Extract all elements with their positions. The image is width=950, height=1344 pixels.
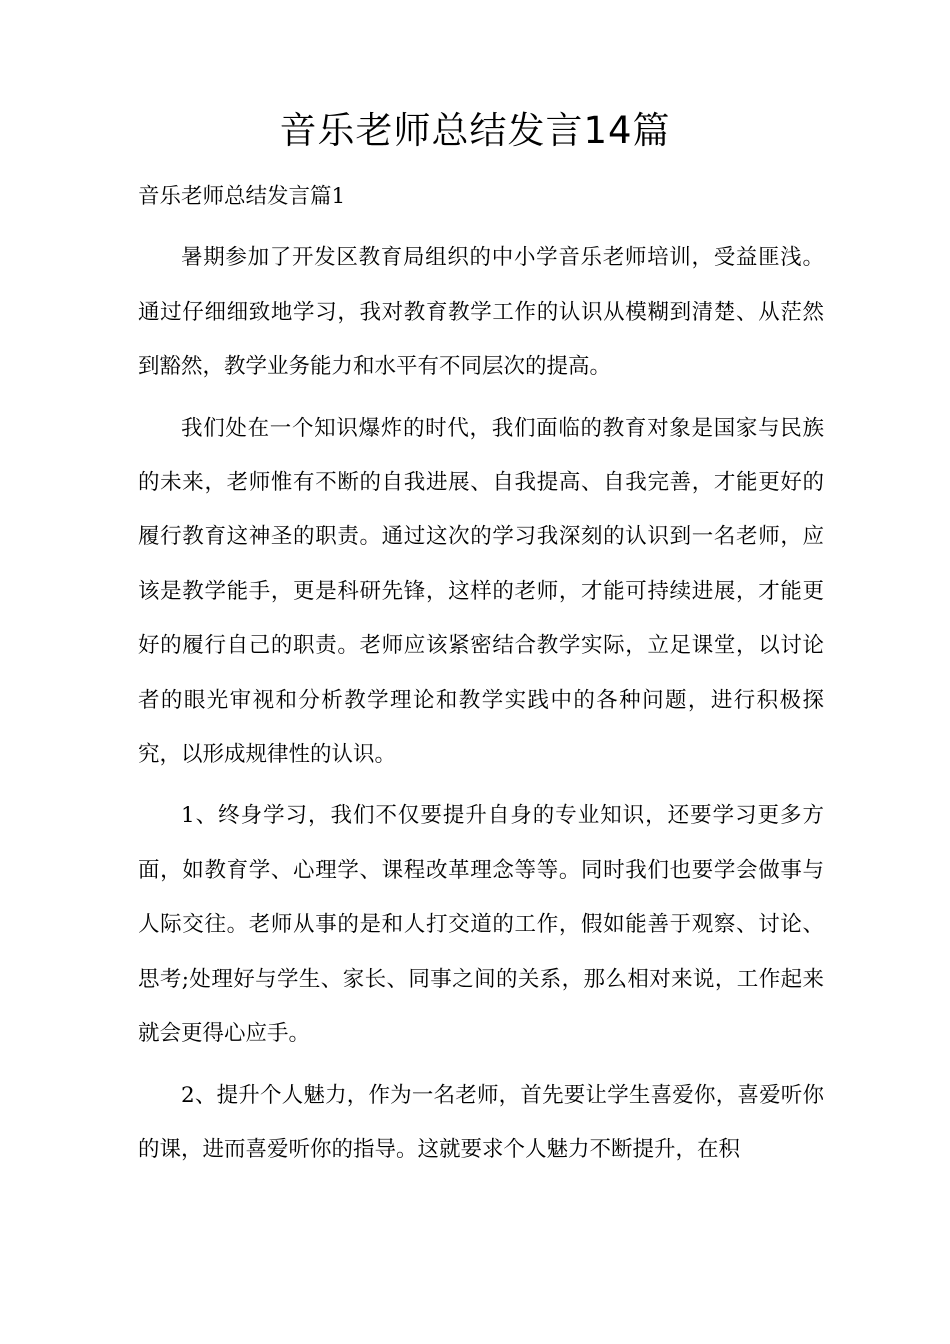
paragraph: 我们处在一个知识爆炸的时代，我们面临的教育对象是国家与民族的未来，老师惟有不断的自我进展、自我提高、自我完善，才能更好的履行教育这神圣的职责。通过这次的学习我深刻的认识到一名老师，应该是教学能手，更是科研先锋，这样的老师，才能可持续进展，才能更好的履行自己的职责。老师应该紧密结合教学实际，立足课堂，以讨论者的眼光审视和分析教学理论和教学实践中的各种问题，进行积极探究，以形成规律性的认识。 bbox=[138, 415, 824, 768]
paragraph: 1、终身学习，我们不仅要提升自身的专业知识，还要学习更多方面，如教育学、心理学、课程改革理念等等。同时我们也要学会做事与人际交往。老师从事的是和人打交道的工作，假如能善于观察、讨论、思考;处理好与学生、家长、同事之间的关系，那么相对来说，工作起来就会更得心应手。 bbox=[138, 803, 824, 1047]
document-title: 音乐老师总结发言14篇 bbox=[279, 109, 671, 152]
section-heading: 音乐老师总结发言篇1 bbox=[138, 184, 346, 209]
document-body bbox=[138, 170, 824, 1184]
paragraph: 2、提升个人魅力，作为一名老师，首先要让学生喜爱你，喜爱听你的课，进而喜爱听你的指导。这就要求个人魅力不断提升，在积 bbox=[138, 1082, 824, 1162]
paragraph: 暑期参加了开发区教育局组织的中小学音乐老师培训，受益匪浅。通过仔细细致地学习，我对教育教学工作的认识从模糊到清楚、从茫然到豁然，教学业务能力和水平有不同层次的提高。 bbox=[138, 245, 824, 380]
